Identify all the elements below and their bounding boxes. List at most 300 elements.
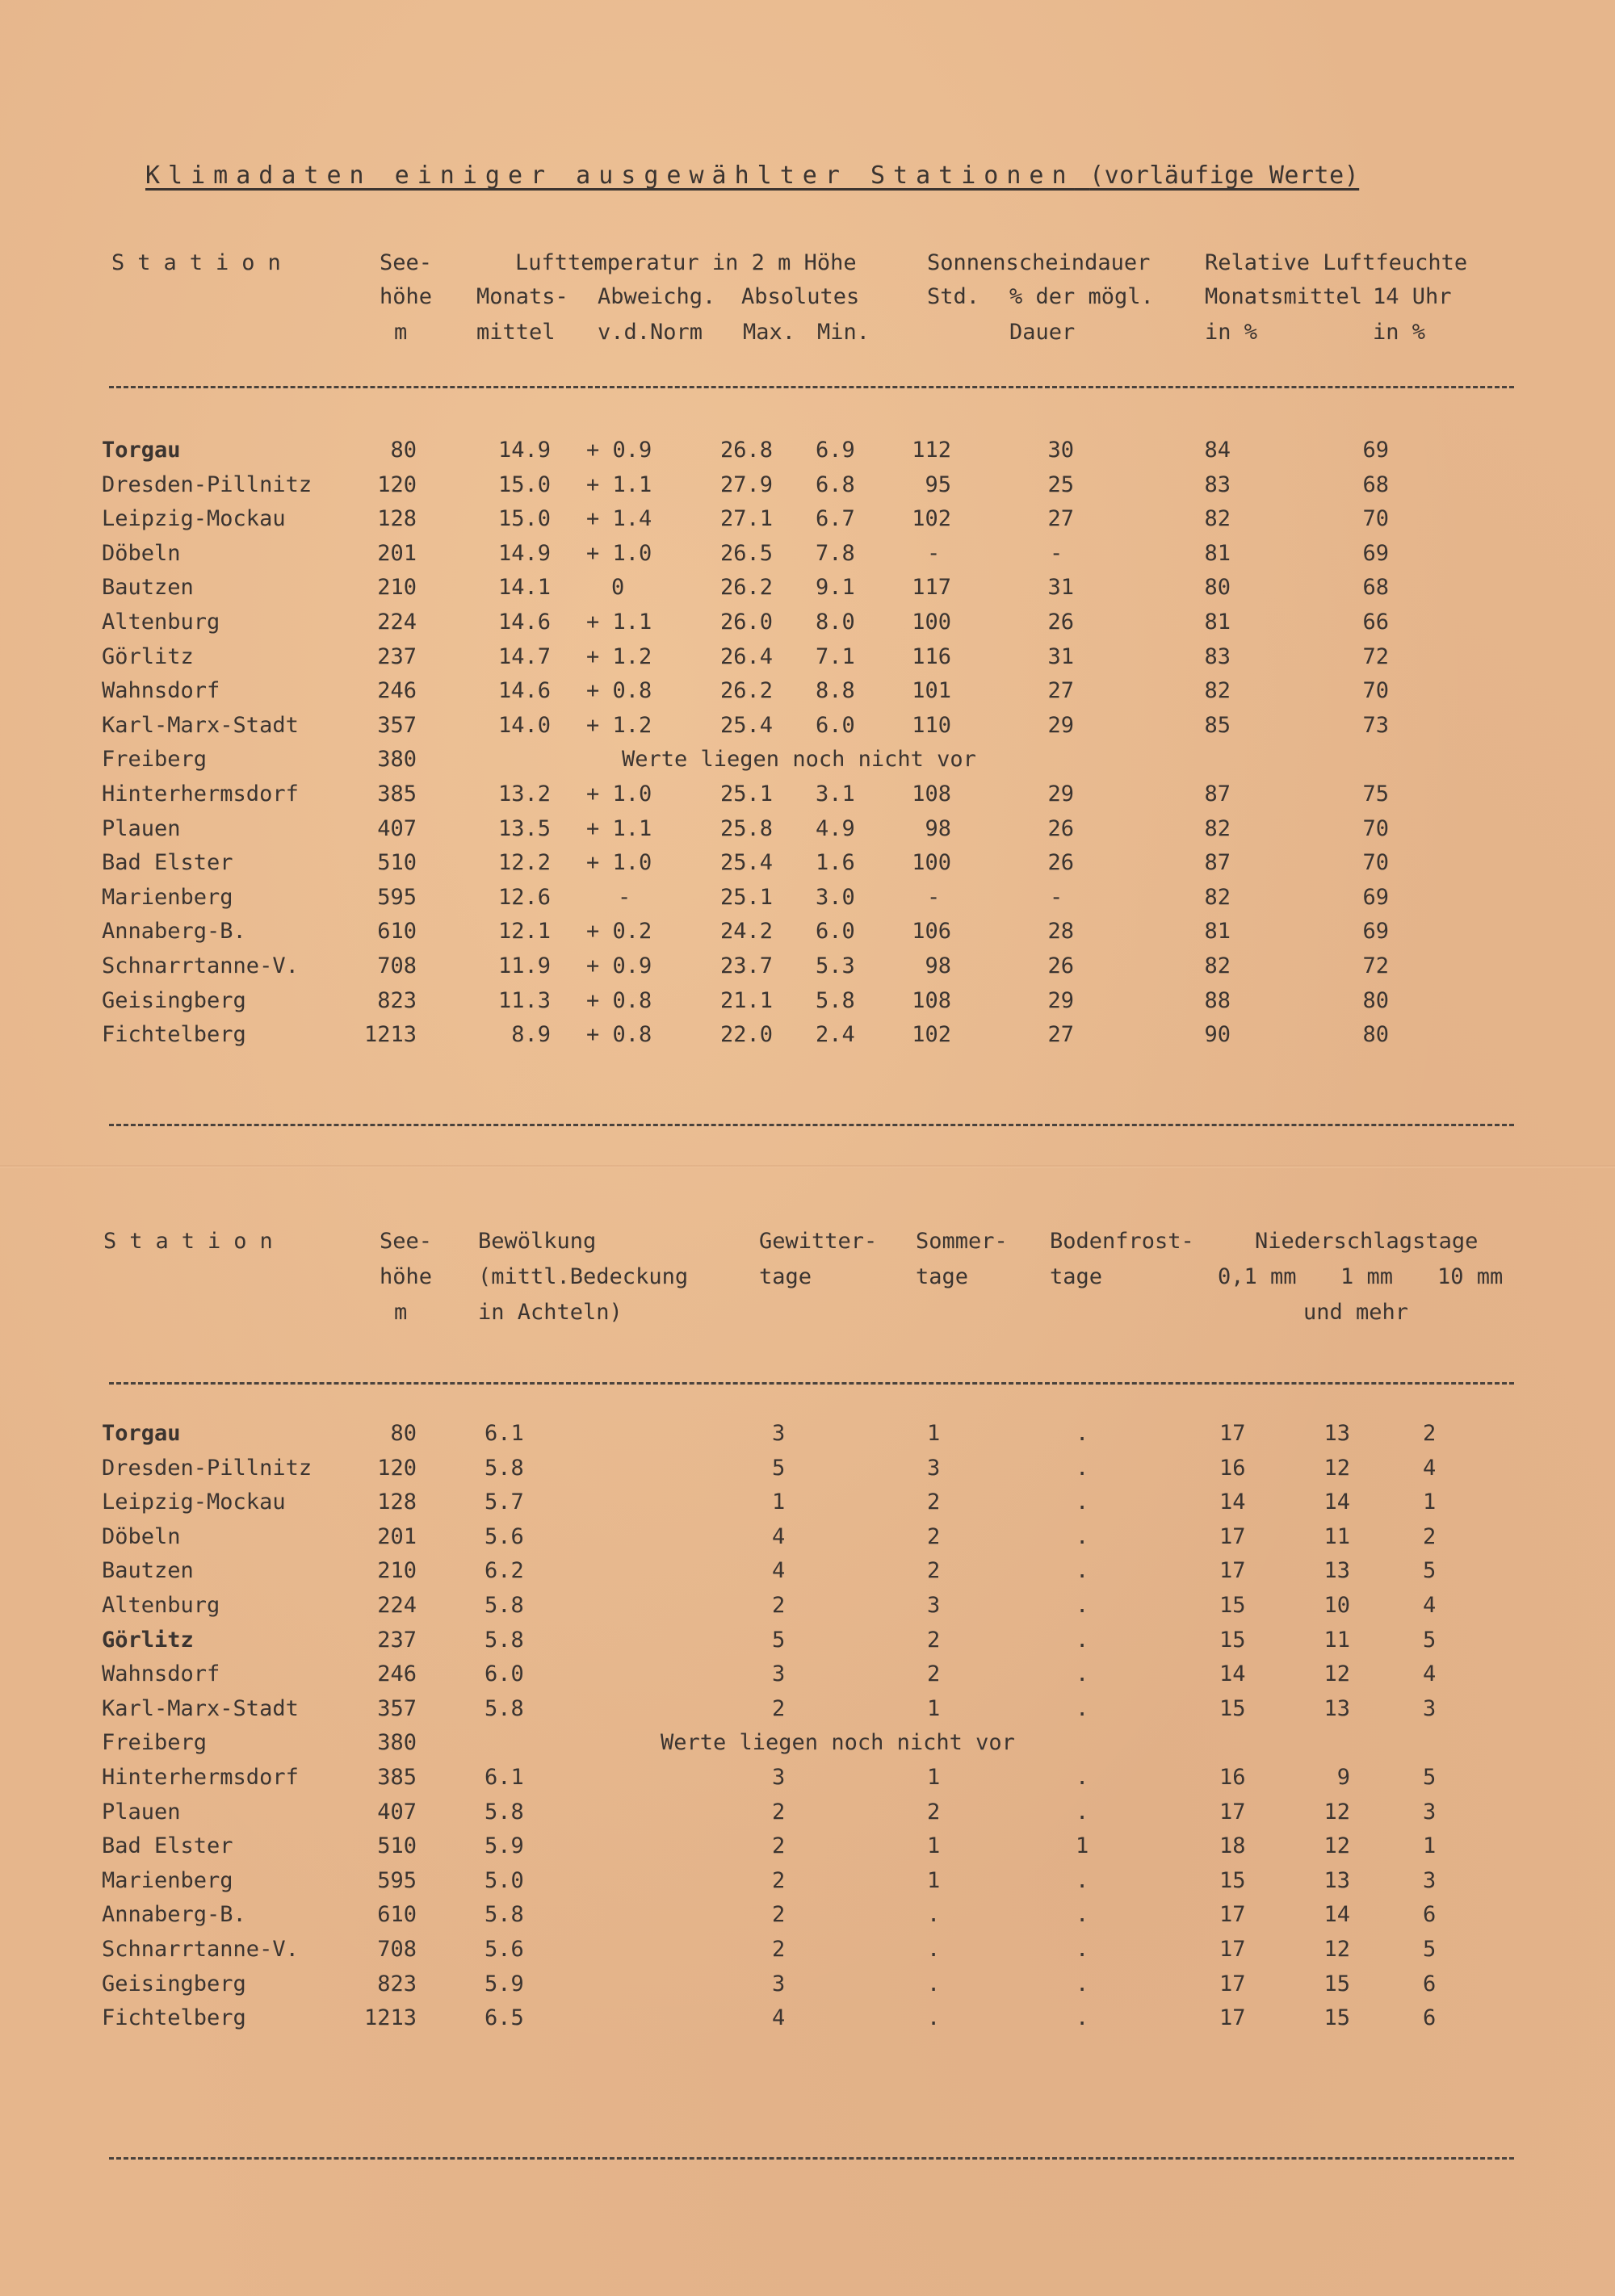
t2-row	[0, 1456, 1615, 1488]
t2-cell-gew: 2	[772, 1902, 786, 1927]
t2-cell-n01: 15	[1219, 1628, 1246, 1653]
t1-cell-rf: 83	[1204, 644, 1231, 669]
t1-cell-min: 5.8	[816, 988, 855, 1013]
t2-header-sommer: Sommer-	[916, 1229, 1008, 1254]
t1-row	[0, 438, 1615, 470]
t1-cell-std: 116	[912, 644, 951, 669]
t2-cell-station: Dresden-Pillnitz	[102, 1456, 313, 1481]
t1-cell-station: Schnarrtanne-V.	[102, 953, 299, 978]
t2-note: Werte liegen noch nicht vor	[661, 1730, 1015, 1755]
t2-cell-bod: 1	[1076, 1833, 1089, 1858]
t1-row	[0, 781, 1615, 814]
t1-cell-min: 6.0	[816, 713, 855, 738]
t1-cell-rf: 82	[1204, 506, 1231, 531]
t2-cell-station: Torgau	[102, 1421, 181, 1446]
t1-cell-rf14: 69	[1362, 885, 1389, 910]
t2-cell-n01: 17	[1219, 2005, 1246, 2030]
t1-cell-mittel: 11.9	[497, 953, 551, 978]
t1-cell-min: 7.1	[816, 644, 855, 669]
t2-cell-n1: 10	[1323, 1593, 1350, 1618]
t2-cell-som: 3	[927, 1456, 941, 1481]
t1-cell-proz: 26	[1047, 850, 1074, 875]
t2-header-bodenfrost-tage: tage	[1050, 1264, 1103, 1289]
t2-row	[0, 1489, 1615, 1522]
t2-cell-hoehe: 201	[377, 1524, 417, 1549]
t1-cell-abw: + 0.8	[586, 1022, 652, 1047]
t1-cell-hoehe: 385	[377, 781, 417, 807]
t2-cell-hoehe: 357	[377, 1696, 417, 1721]
t1-cell-min: 8.0	[816, 610, 855, 635]
t1-row	[0, 541, 1615, 573]
t1-header-dauer: Dauer	[1009, 320, 1076, 345]
t2-cell-bod: .	[1076, 1868, 1089, 1893]
t1-header-min: Min.	[817, 320, 870, 345]
t1-cell-proz: -	[1050, 885, 1063, 910]
t2-cell-n1: 12	[1323, 1833, 1350, 1858]
t1-cell-rf: 87	[1204, 781, 1231, 807]
t1-header-monatsmittel-f: Monatsmittel	[1205, 284, 1363, 309]
t2-cell-n10: 6	[1423, 2005, 1437, 2030]
t1-row	[0, 885, 1615, 917]
t2-cell-n10: 2	[1423, 1524, 1437, 1549]
t1-cell-rf14: 69	[1362, 919, 1389, 944]
t1-cell-abw: + 1.0	[586, 781, 652, 807]
t1-cell-min: 4.9	[816, 816, 855, 841]
t1-cell-station: Plauen	[102, 816, 181, 841]
t1-header-abw: Abweichg.	[598, 284, 716, 309]
t1-cell-hoehe: 380	[377, 747, 417, 772]
t2-cell-station: Schnarrtanne-V.	[102, 1937, 299, 1962]
t2-cell-n01: 14	[1219, 1489, 1246, 1515]
t1-row	[0, 678, 1615, 710]
t2-cell-n1: 15	[1323, 1971, 1350, 1996]
t2-cell-n1: 12	[1323, 1800, 1350, 1825]
t1-header-m: m	[394, 320, 408, 345]
t2-cell-hoehe: 595	[377, 1868, 417, 1893]
t1-cell-mittel: 14.7	[497, 644, 551, 669]
t2-row	[0, 1765, 1615, 1797]
t2-cell-n1: 13	[1323, 1421, 1350, 1446]
t2-cell-som: 1	[927, 1696, 941, 1721]
t1-cell-rf14: 73	[1362, 713, 1389, 738]
t1-cell-max: 25.1	[720, 781, 774, 807]
t1-cell-hoehe: 210	[377, 575, 417, 600]
t2-cell-station: Plauen	[102, 1800, 181, 1825]
t2-cell-station: Karl-Marx-Stadt	[102, 1696, 299, 1721]
t1-cell-min: 2.4	[816, 1022, 855, 1047]
t1-cell-proz: -	[1050, 541, 1063, 566]
t2-cell-hoehe: 224	[377, 1593, 417, 1618]
t2-cell-n10: 2	[1423, 1421, 1437, 1446]
t1-cell-std: 100	[912, 610, 951, 635]
t2-cell-station: Fichtelberg	[102, 2005, 246, 2030]
t1-cell-proz: 31	[1047, 575, 1074, 600]
t2-cell-gew: 4	[772, 1558, 786, 1583]
t2-row	[0, 1730, 1615, 1762]
t2-cell-n1: 13	[1323, 1558, 1350, 1583]
t1-cell-min: 1.6	[816, 850, 855, 875]
t1-cell-hoehe: 120	[377, 472, 417, 497]
t1-cell-std: 102	[912, 1022, 951, 1047]
t1-cell-abw: + 0.9	[586, 953, 652, 978]
t1-header-prozent: % der mögl.	[1009, 284, 1154, 309]
t1-row	[0, 953, 1615, 986]
t1-header-absolutes: Absolutes	[741, 284, 860, 309]
t1-cell-rf: 82	[1204, 953, 1231, 978]
t1-cell-mittel: 13.2	[497, 781, 551, 807]
t2-cell-bew: 6.5	[484, 2005, 524, 2030]
t1-cell-std: 98	[925, 816, 951, 841]
t2-cell-som: .	[927, 2005, 941, 2030]
paper-fold	[0, 1165, 1615, 1168]
t2-cell-bod: .	[1076, 1937, 1089, 1962]
t1-cell-rf14: 75	[1362, 781, 1389, 807]
t2-header-station: Station	[103, 1229, 286, 1254]
t2-cell-bew: 5.8	[484, 1628, 524, 1653]
t1-divider-top	[109, 386, 1514, 388]
t1-cell-min: 9.1	[816, 575, 855, 600]
t2-cell-gew: 2	[772, 1593, 786, 1618]
t1-cell-max: 27.1	[720, 506, 774, 531]
t2-cell-bod: .	[1076, 1456, 1089, 1481]
t2-cell-hoehe: 128	[377, 1489, 417, 1515]
t1-cell-mittel: 15.0	[497, 472, 551, 497]
t2-row	[0, 1421, 1615, 1453]
t1-cell-rf14: 70	[1362, 850, 1389, 875]
t2-cell-n01: 17	[1219, 1524, 1246, 1549]
t1-cell-rf: 82	[1204, 885, 1231, 910]
t1-note: Werte liegen noch nicht vor	[622, 747, 976, 772]
t2-cell-hoehe: 610	[377, 1902, 417, 1927]
t1-cell-max: 26.2	[720, 575, 774, 600]
t2-row	[0, 1628, 1615, 1660]
t2-cell-n10: 4	[1423, 1593, 1437, 1618]
t1-cell-proz: 27	[1047, 506, 1074, 531]
t2-row	[0, 1971, 1615, 2004]
t1-header-std: Std.	[927, 284, 980, 309]
t1-header-feuchte: Relative Luftfeuchte	[1205, 250, 1468, 275]
t2-header-bedeckung: (mittl.Bedeckung	[478, 1264, 689, 1289]
t2-row	[0, 2005, 1615, 2038]
t1-cell-min: 5.3	[816, 953, 855, 978]
t2-cell-n01: 15	[1219, 1696, 1246, 1721]
t1-cell-min: 7.8	[816, 541, 855, 566]
t1-cell-proz: 29	[1047, 988, 1074, 1013]
t1-cell-rf14: 80	[1362, 988, 1389, 1013]
t1-cell-max: 26.0	[720, 610, 774, 635]
t2-cell-bod: .	[1076, 1489, 1089, 1515]
t1-cell-station: Dresden-Pillnitz	[102, 472, 313, 497]
t1-cell-rf14: 69	[1362, 438, 1389, 463]
t2-cell-som: 2	[927, 1524, 941, 1549]
t2-cell-hoehe: 708	[377, 1937, 417, 1962]
t1-cell-std: -	[927, 541, 941, 566]
t2-cell-n01: 15	[1219, 1593, 1246, 1618]
t1-cell-min: 6.9	[816, 438, 855, 463]
t1-cell-rf14: 72	[1362, 953, 1389, 978]
t1-cell-abw: + 0.2	[586, 919, 652, 944]
t2-cell-n01: 15	[1219, 1868, 1246, 1893]
t1-cell-rf14: 72	[1362, 644, 1389, 669]
t1-divider-bottom	[109, 1124, 1514, 1126]
t2-cell-bod: .	[1076, 1628, 1089, 1653]
t1-cell-mittel: 14.9	[497, 541, 551, 566]
t1-cell-abw: + 1.0	[586, 850, 652, 875]
t1-cell-min: 3.1	[816, 781, 855, 807]
t2-cell-bew: 5.9	[484, 1971, 524, 1996]
title-paren: (vorläufige Werte)	[1089, 161, 1360, 190]
t1-cell-proz: 27	[1047, 678, 1074, 703]
t1-cell-abw: + 0.8	[586, 678, 652, 703]
page-title	[145, 161, 1359, 190]
t1-cell-rf: 84	[1204, 438, 1231, 463]
t1-cell-std: 106	[912, 919, 951, 944]
t1-cell-rf: 82	[1204, 678, 1231, 703]
t1-cell-rf14: 69	[1362, 541, 1389, 566]
t1-cell-abw: + 1.1	[586, 472, 652, 497]
t1-cell-mittel: 13.5	[497, 816, 551, 841]
t2-cell-hoehe: 385	[377, 1765, 417, 1790]
t2-cell-n1: 9	[1336, 1765, 1350, 1790]
t2-cell-station: Marienberg	[102, 1868, 233, 1893]
t2-cell-hoehe: 510	[377, 1833, 417, 1858]
t2-row	[0, 1696, 1615, 1728]
t2-cell-bew: 6.1	[484, 1765, 524, 1790]
t1-cell-rf14: 68	[1362, 575, 1389, 600]
t1-cell-rf: 81	[1204, 919, 1231, 944]
t2-cell-hoehe: 407	[377, 1800, 417, 1825]
t1-cell-proz: 30	[1047, 438, 1074, 463]
t2-cell-gew: 4	[772, 2005, 786, 2030]
t1-cell-min: 8.8	[816, 678, 855, 703]
t2-cell-n10: 1	[1423, 1833, 1437, 1858]
t1-cell-mittel: 11.3	[497, 988, 551, 1013]
t1-header-in-pct: in %	[1205, 320, 1258, 345]
t1-cell-std: 112	[912, 438, 951, 463]
t2-header-gewitter: Gewitter-	[759, 1229, 878, 1254]
t1-cell-proz: 25	[1047, 472, 1074, 497]
t2-row	[0, 1833, 1615, 1866]
t1-cell-std: 95	[925, 472, 951, 497]
t2-row	[0, 1558, 1615, 1590]
t1-cell-max: 25.1	[720, 885, 774, 910]
t2-cell-n1: 13	[1323, 1696, 1350, 1721]
t2-cell-n01: 17	[1219, 1800, 1246, 1825]
t2-cell-station: Altenburg	[102, 1593, 220, 1618]
t2-cell-n01: 18	[1219, 1833, 1246, 1858]
t2-cell-station: Görlitz	[102, 1628, 194, 1653]
t2-cell-hoehe: 237	[377, 1628, 417, 1653]
t1-row	[0, 850, 1615, 882]
t1-cell-std: 100	[912, 850, 951, 875]
t1-header-station: Station	[111, 250, 294, 275]
t1-cell-rf14: 70	[1362, 816, 1389, 841]
t1-cell-mittel: 14.9	[497, 438, 551, 463]
t2-cell-bew: 6.0	[484, 1661, 524, 1686]
t1-cell-station: Fichtelberg	[102, 1022, 246, 1047]
t2-cell-som: 1	[927, 1833, 941, 1858]
t2-row	[0, 1800, 1615, 1832]
t1-cell-rf: 85	[1204, 713, 1231, 738]
t1-header-max: Max.	[743, 320, 796, 345]
t2-cell-bew: 5.9	[484, 1833, 524, 1858]
t2-cell-bod: .	[1076, 1765, 1089, 1790]
t2-cell-gew: 2	[772, 1833, 786, 1858]
t1-cell-hoehe: 128	[377, 506, 417, 531]
t1-cell-hoehe: 1213	[363, 1022, 417, 1047]
t1-cell-station: Geisingberg	[102, 988, 246, 1013]
t1-cell-hoehe: 246	[377, 678, 417, 703]
t1-cell-station: Görlitz	[102, 644, 194, 669]
t1-cell-proz: 26	[1047, 816, 1074, 841]
t1-cell-abw: + 1.0	[586, 541, 652, 566]
t2-cell-n10: 5	[1423, 1765, 1437, 1790]
t1-cell-abw: + 0.9	[586, 438, 652, 463]
t2-divider-top	[109, 1382, 1514, 1385]
t1-cell-max: 22.0	[720, 1022, 774, 1047]
t2-cell-n10: 6	[1423, 1971, 1437, 1996]
t2-cell-som: 2	[927, 1558, 941, 1583]
t2-divider-bottom	[109, 2157, 1514, 2160]
t2-header-gewitter-tage: tage	[759, 1264, 812, 1289]
t1-header-mittel: mittel	[476, 320, 556, 345]
t2-cell-station: Bautzen	[102, 1558, 194, 1583]
t2-cell-bew: 5.8	[484, 1696, 524, 1721]
t1-row	[0, 575, 1615, 607]
t2-cell-n1: 12	[1323, 1937, 1350, 1962]
t1-cell-proz: 31	[1047, 644, 1074, 669]
t2-cell-bew: 5.8	[484, 1800, 524, 1825]
t1-row	[0, 472, 1615, 505]
t1-cell-rf14: 70	[1362, 678, 1389, 703]
t1-cell-std: 108	[912, 988, 951, 1013]
t2-cell-bew: 5.7	[484, 1489, 524, 1515]
t2-cell-n1: 14	[1323, 1489, 1350, 1515]
t2-cell-n01: 16	[1219, 1765, 1246, 1790]
t2-cell-n1: 11	[1323, 1628, 1350, 1653]
t1-cell-mittel: 8.9	[511, 1022, 551, 1047]
t1-cell-station: Bad Elster	[102, 850, 233, 875]
t2-cell-station: Wahnsdorf	[102, 1661, 220, 1686]
t2-cell-n1: 13	[1323, 1868, 1350, 1893]
t2-cell-som: 2	[927, 1661, 941, 1686]
t1-cell-max: 26.4	[720, 644, 774, 669]
t1-cell-rf: 81	[1204, 610, 1231, 635]
t1-row	[0, 610, 1615, 642]
t1-cell-mittel: 14.6	[497, 610, 551, 635]
t1-cell-min: 6.7	[816, 506, 855, 531]
t2-cell-n01: 17	[1219, 1558, 1246, 1583]
t1-header-14uhr-pct: in %	[1373, 320, 1426, 345]
t1-cell-std: 108	[912, 781, 951, 807]
t2-cell-gew: 2	[772, 1937, 786, 1962]
t1-cell-mittel: 15.0	[497, 506, 551, 531]
t2-cell-n1: 11	[1323, 1524, 1350, 1549]
t2-cell-bod: .	[1076, 1524, 1089, 1549]
t1-row	[0, 713, 1615, 745]
t1-cell-hoehe: 237	[377, 644, 417, 669]
t1-cell-hoehe: 80	[390, 438, 417, 463]
t2-cell-n10: 3	[1423, 1800, 1437, 1825]
t1-header-monats: Monats-	[476, 284, 568, 309]
t2-cell-hoehe: 380	[377, 1730, 417, 1755]
t2-cell-bod: .	[1076, 1421, 1089, 1446]
t2-cell-gew: 3	[772, 1421, 786, 1446]
t1-cell-std: 101	[912, 678, 951, 703]
t1-cell-rf14: 70	[1362, 506, 1389, 531]
t2-header-achteln: in Achteln)	[478, 1300, 623, 1325]
t1-row	[0, 816, 1615, 848]
t1-cell-proz: 26	[1047, 610, 1074, 635]
t2-header-hoehe: höhe	[380, 1264, 433, 1289]
t2-cell-n10: 4	[1423, 1661, 1437, 1686]
t1-cell-max: 21.1	[720, 988, 774, 1013]
t1-cell-max: 26.8	[720, 438, 774, 463]
t1-cell-hoehe: 510	[377, 850, 417, 875]
t1-cell-station: Freiberg	[102, 747, 208, 772]
t1-cell-hoehe: 357	[377, 713, 417, 738]
t2-cell-n10: 5	[1423, 1937, 1437, 1962]
t1-cell-proz: 28	[1047, 919, 1074, 944]
t2-cell-bod: .	[1076, 1902, 1089, 1927]
t2-cell-gew: 3	[772, 1765, 786, 1790]
t1-cell-station: Hinterhermsdorf	[102, 781, 299, 807]
t2-header-m: m	[394, 1300, 408, 1325]
t1-cell-max: 27.9	[720, 472, 774, 497]
t1-cell-std: 98	[925, 953, 951, 978]
t1-header-vdnorm: v.d.Norm	[598, 320, 703, 345]
t1-cell-max: 23.7	[720, 953, 774, 978]
t2-cell-n01: 17	[1219, 1421, 1246, 1446]
t2-cell-n10: 1	[1423, 1489, 1437, 1515]
t2-cell-hoehe: 823	[377, 1971, 417, 1996]
t1-cell-abw: -	[618, 885, 631, 910]
t1-cell-station: Marienberg	[102, 885, 233, 910]
t2-cell-gew: 3	[772, 1971, 786, 1996]
t1-cell-rf: 82	[1204, 816, 1231, 841]
t2-cell-station: Freiberg	[102, 1730, 208, 1755]
t2-cell-som: 1	[927, 1765, 941, 1790]
t2-cell-gew: 2	[772, 1868, 786, 1893]
t2-cell-n10: 5	[1423, 1628, 1437, 1653]
t1-cell-rf: 90	[1204, 1022, 1231, 1047]
t2-cell-n01: 14	[1219, 1661, 1246, 1686]
t2-cell-bod: .	[1076, 1661, 1089, 1686]
t2-header-sommer-tage: tage	[916, 1264, 969, 1289]
t1-cell-mittel: 12.1	[497, 919, 551, 944]
t1-row	[0, 988, 1615, 1020]
t2-cell-gew: 2	[772, 1696, 786, 1721]
t1-cell-hoehe: 610	[377, 919, 417, 944]
t1-cell-rf: 80	[1204, 575, 1231, 600]
t1-cell-mittel: 14.0	[497, 713, 551, 738]
t2-cell-n10: 6	[1423, 1902, 1437, 1927]
t1-cell-hoehe: 407	[377, 816, 417, 841]
t2-cell-bew: 5.8	[484, 1456, 524, 1481]
t2-cell-bod: .	[1076, 1696, 1089, 1721]
t2-header-bodenfrost: Bodenfrost-	[1050, 1229, 1194, 1254]
t1-cell-station: Annaberg-B.	[102, 919, 246, 944]
t1-cell-max: 25.4	[720, 850, 774, 875]
t1-cell-abw: + 0.8	[586, 988, 652, 1013]
t1-header-hoehe: höhe	[380, 284, 433, 309]
t2-cell-n01: 17	[1219, 1902, 1246, 1927]
t1-cell-hoehe: 708	[377, 953, 417, 978]
t2-cell-bod: .	[1076, 1800, 1089, 1825]
t2-cell-bod: .	[1076, 2005, 1089, 2030]
t1-cell-rf14: 66	[1362, 610, 1389, 635]
t1-cell-mittel: 12.6	[497, 885, 551, 910]
